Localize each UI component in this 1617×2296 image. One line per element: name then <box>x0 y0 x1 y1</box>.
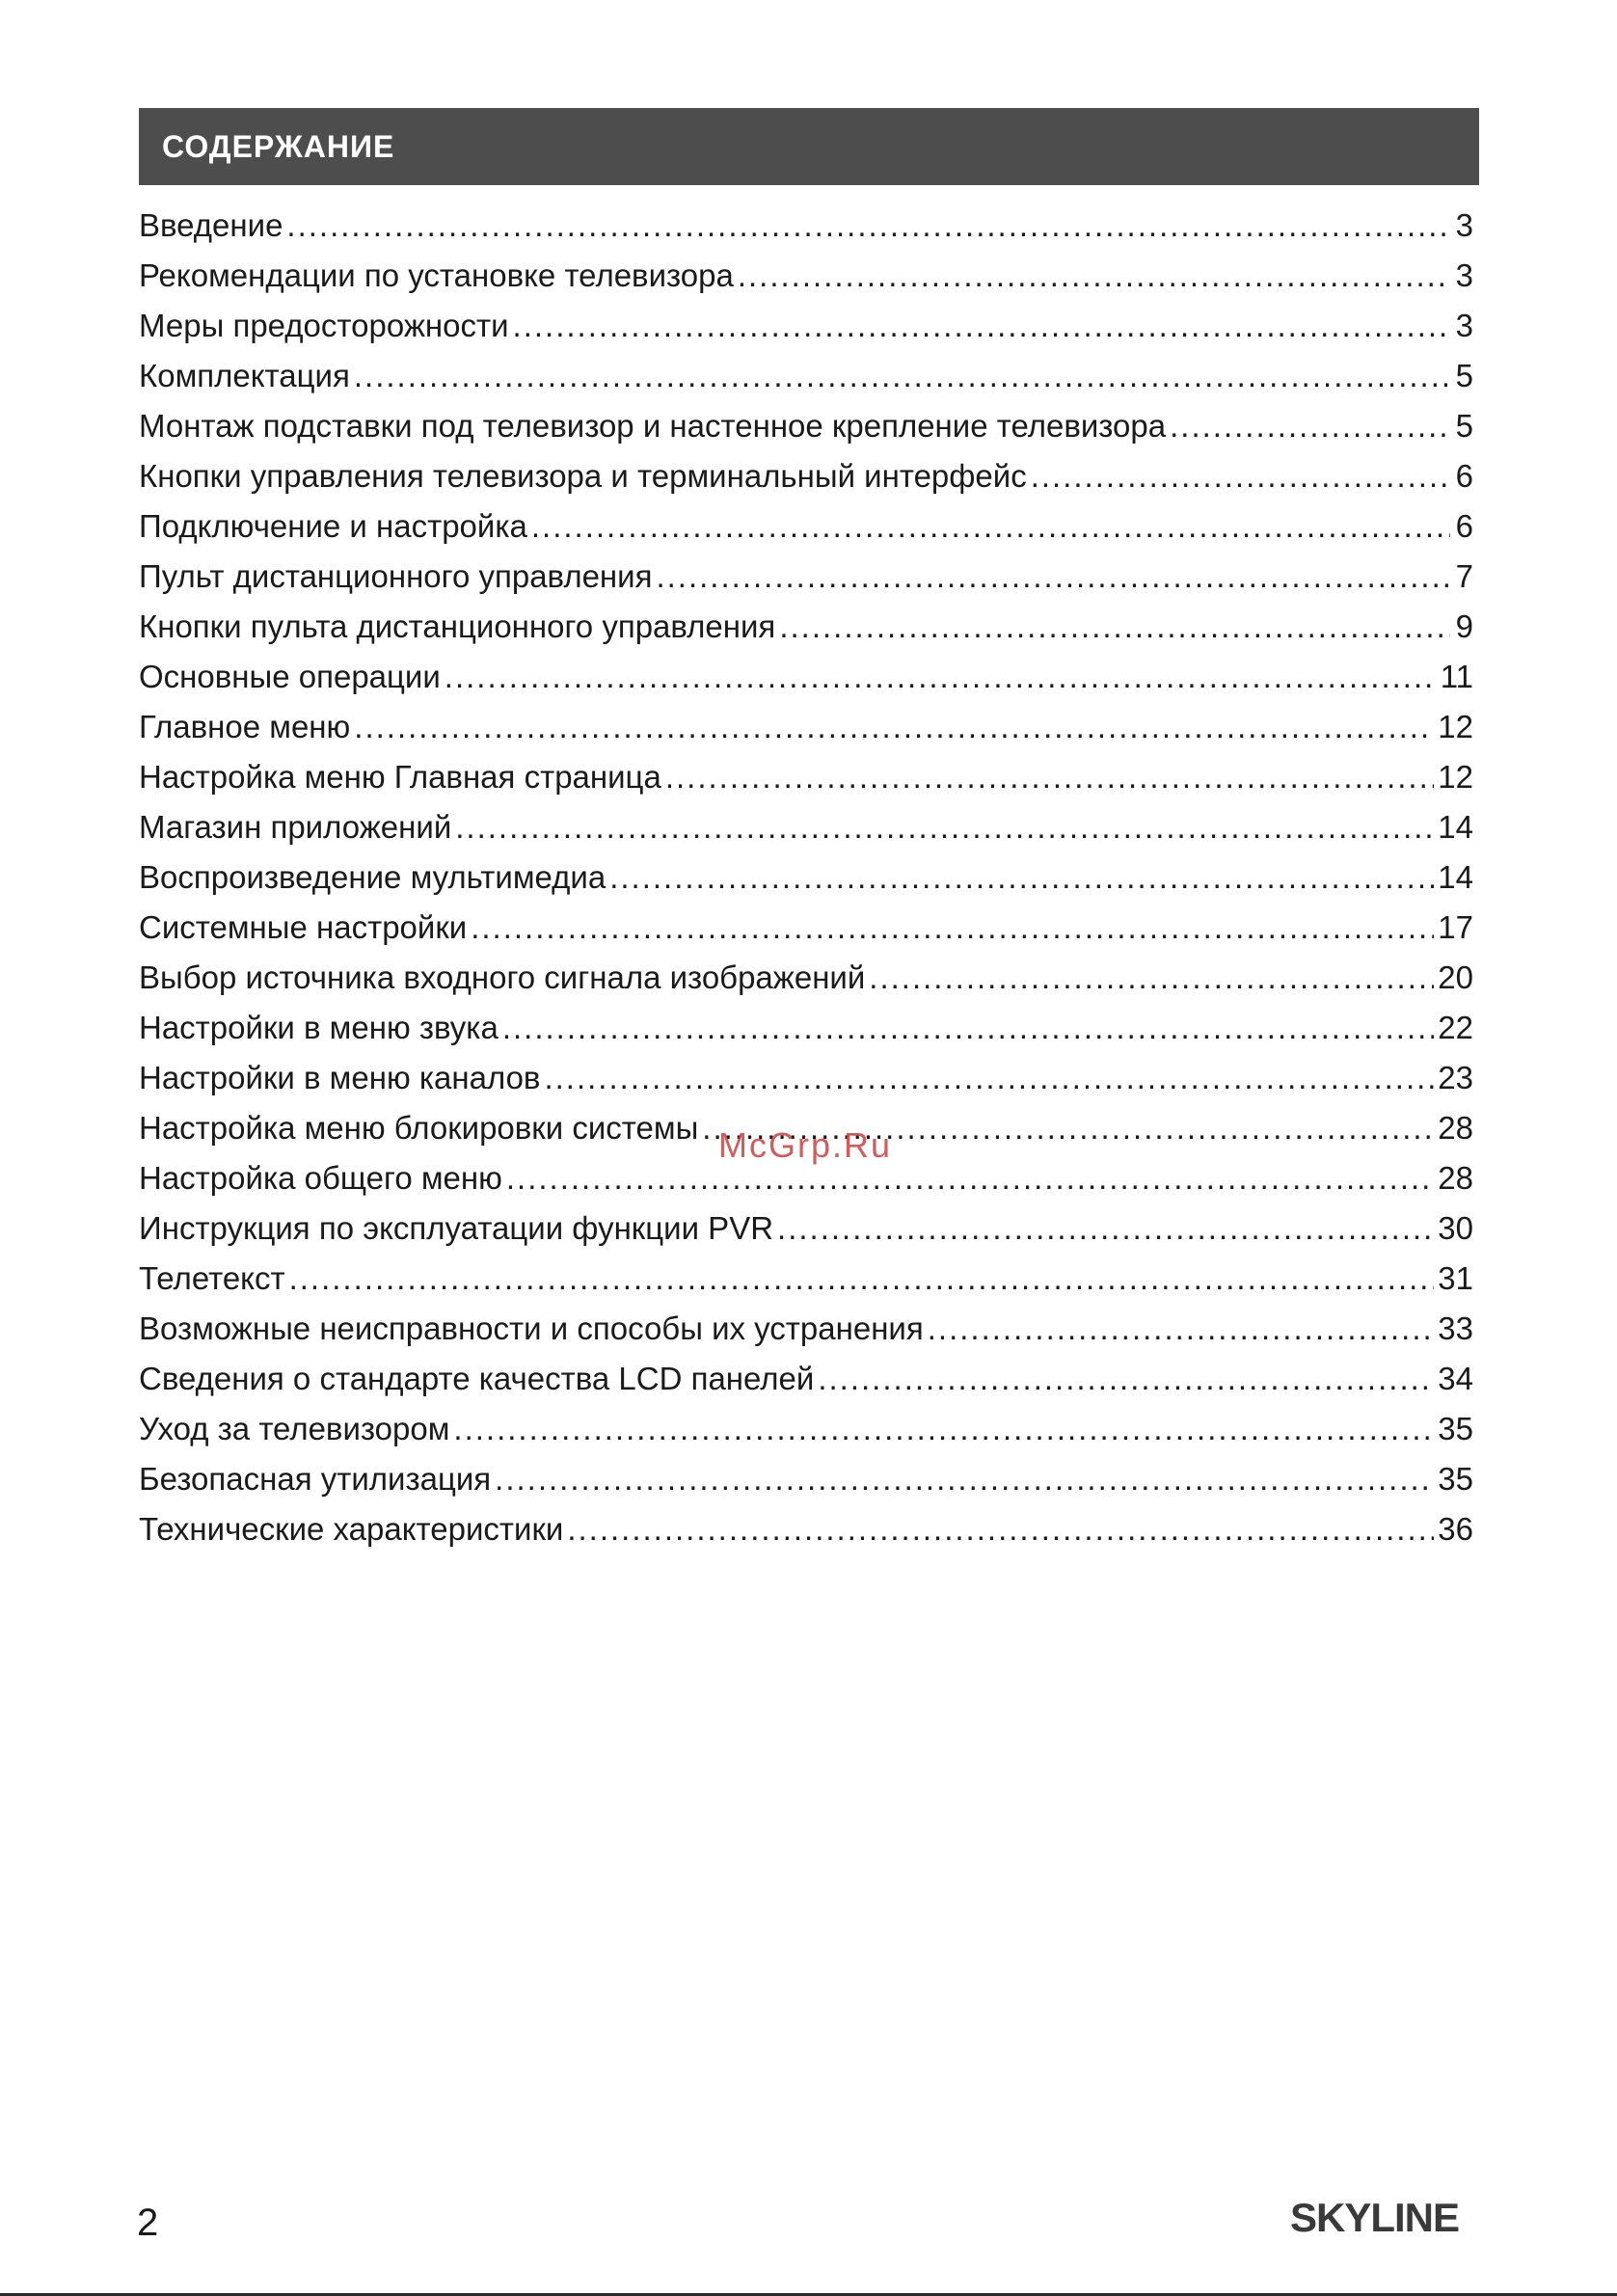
toc-entry-title: Системные настройки <box>139 909 468 945</box>
toc-entry[interactable] <box>139 351 1473 401</box>
toc-entry[interactable] <box>139 1354 1473 1404</box>
dot-leader <box>777 1203 1434 1254</box>
toc-entry-title: Комплектация <box>139 358 350 393</box>
page-number: 2 <box>137 2201 159 2244</box>
toc-entry[interactable] <box>139 752 1473 802</box>
toc-entry-page: 12 <box>1438 709 1473 744</box>
toc-entry[interactable] <box>139 1304 1473 1354</box>
toc-entry[interactable] <box>139 602 1473 652</box>
dot-leader <box>531 501 1450 552</box>
dot-leader <box>354 702 1434 752</box>
toc-entry-page: 35 <box>1438 1461 1473 1497</box>
toc-entry-page: 5 <box>1455 408 1473 444</box>
toc-entry[interactable] <box>139 301 1473 351</box>
dot-leader <box>513 301 1450 351</box>
toc-entry-page: 33 <box>1438 1310 1473 1346</box>
toc-entry-page: 36 <box>1438 1511 1473 1547</box>
dot-leader <box>506 1153 1434 1203</box>
dot-leader <box>495 1454 1434 1504</box>
table-of-contents <box>139 201 1473 1554</box>
dot-leader <box>354 351 1450 401</box>
dot-leader <box>544 1053 1434 1103</box>
toc-entry-page: 6 <box>1455 458 1473 494</box>
toc-entry[interactable] <box>139 552 1473 602</box>
toc-entry-page: 17 <box>1438 909 1473 945</box>
toc-entry-page: 6 <box>1455 508 1473 544</box>
dot-leader <box>609 852 1434 903</box>
toc-entry-page: 23 <box>1438 1060 1473 1095</box>
toc-entry-page: 30 <box>1438 1210 1473 1246</box>
toc-entry-title: Настройки в меню каналов <box>139 1060 541 1095</box>
toc-entry[interactable] <box>139 1504 1473 1554</box>
dot-leader <box>869 953 1434 1003</box>
toc-entry-page: 11 <box>1440 659 1473 694</box>
toc-entry[interactable] <box>139 1454 1473 1504</box>
dot-leader <box>1031 451 1450 501</box>
toc-entry-page: 7 <box>1455 558 1473 594</box>
dot-leader <box>665 752 1434 802</box>
toc-entry[interactable] <box>139 702 1473 752</box>
toc-entry-title: Технические характеристики <box>139 1511 564 1547</box>
toc-entry-page: 3 <box>1455 257 1473 293</box>
toc-entry-page: 31 <box>1438 1260 1473 1296</box>
toc-entry[interactable] <box>139 251 1473 301</box>
toc-entry[interactable] <box>139 652 1473 702</box>
toc-entry-title: Магазин приложений <box>139 809 452 845</box>
toc-entry[interactable] <box>139 1203 1473 1254</box>
section-header <box>139 108 1479 185</box>
toc-entry-title: Настройка меню Главная страница <box>139 759 661 795</box>
toc-entry-title: Главное меню <box>139 709 351 744</box>
dot-leader <box>567 1504 1434 1554</box>
toc-entry-title: Кнопки пульта дистанционного управления <box>139 608 776 644</box>
toc-entry[interactable] <box>139 451 1473 501</box>
dot-leader <box>928 1304 1435 1354</box>
toc-entry-title: Настройка общего меню <box>139 1160 502 1196</box>
toc-entry-title: Рекомендации по установке телевизора <box>139 257 734 293</box>
toc-entry[interactable] <box>139 1254 1473 1304</box>
dot-leader <box>286 201 1450 251</box>
toc-entry[interactable] <box>139 903 1473 953</box>
dot-leader <box>453 1404 1434 1454</box>
toc-entry-page: 9 <box>1455 608 1473 644</box>
dot-leader <box>779 602 1450 652</box>
toc-entry-page: 35 <box>1438 1411 1473 1446</box>
toc-entry-page: 28 <box>1438 1110 1473 1146</box>
toc-entry-title: Воспроизведение мультимедиа <box>139 859 606 895</box>
toc-entry-title: Меры предосторожности <box>139 308 509 343</box>
toc-entry[interactable] <box>139 802 1473 852</box>
toc-entry[interactable] <box>139 501 1473 552</box>
toc-entry-title: Пульт дистанционного управления <box>139 558 653 594</box>
toc-entry-page: 14 <box>1438 859 1473 895</box>
toc-entry[interactable] <box>139 1003 1473 1053</box>
toc-entry[interactable] <box>139 852 1473 903</box>
dot-leader <box>471 903 1434 953</box>
toc-entry-page: 20 <box>1438 959 1473 995</box>
dot-leader <box>656 552 1450 602</box>
toc-entry-title: Подключение и настройка <box>139 508 527 544</box>
dot-leader <box>502 1003 1434 1053</box>
toc-entry-title: Уход за телевизором <box>139 1411 450 1446</box>
watermark: McGrp.Ru <box>718 1125 893 1165</box>
brand-logo: SKYLINE <box>1290 2195 1460 2240</box>
toc-entry-page: 12 <box>1438 759 1473 795</box>
dot-leader <box>455 802 1434 852</box>
toc-entry-page: 14 <box>1438 809 1473 845</box>
toc-entry[interactable] <box>139 401 1473 451</box>
toc-entry[interactable] <box>139 1053 1473 1103</box>
dot-leader <box>445 652 1437 702</box>
toc-entry-page: 3 <box>1455 207 1473 243</box>
toc-entry-title: Инструкция по эксплуатации функции PVR <box>139 1210 774 1246</box>
dot-leader <box>1170 401 1450 451</box>
toc-entry-title: Возможные неисправности и способы их устранения <box>139 1310 924 1346</box>
toc-entry-title: Сведения о стандарте качества LCD панелей <box>139 1361 815 1396</box>
toc-entry-page: 34 <box>1438 1361 1473 1396</box>
toc-entry-title: Основные операции <box>139 659 441 694</box>
toc-entry[interactable] <box>139 201 1473 251</box>
toc-entry-title: Выбор источника входного сигнала изображений <box>139 959 866 995</box>
toc-entry-title: Телетекст <box>139 1260 285 1296</box>
toc-entry-title: Введение <box>139 207 283 243</box>
toc-entry-title: Безопасная утилизация <box>139 1461 492 1497</box>
dot-leader <box>289 1254 1435 1304</box>
toc-entry-title: Настройка меню блокировки системы <box>139 1110 699 1146</box>
toc-entry-page: 28 <box>1438 1160 1473 1196</box>
dot-leader <box>738 251 1450 301</box>
toc-entry[interactable] <box>139 953 1473 1003</box>
toc-entry-page: 3 <box>1455 308 1473 343</box>
toc-entry-title: Монтаж подставки под телевизор и настенное крепление телевизора <box>139 408 1167 444</box>
toc-entry-page: 22 <box>1438 1010 1473 1045</box>
toc-entry-title: Настройки в меню звука <box>139 1010 499 1045</box>
toc-entry-page: 5 <box>1455 358 1473 393</box>
dot-leader <box>818 1354 1434 1404</box>
toc-entry[interactable] <box>139 1404 1473 1454</box>
section-title: СОДЕРЖАНИЕ <box>162 128 395 164</box>
toc-entry-title: Кнопки управления телевизора и терминальный интерфейс <box>139 458 1027 494</box>
